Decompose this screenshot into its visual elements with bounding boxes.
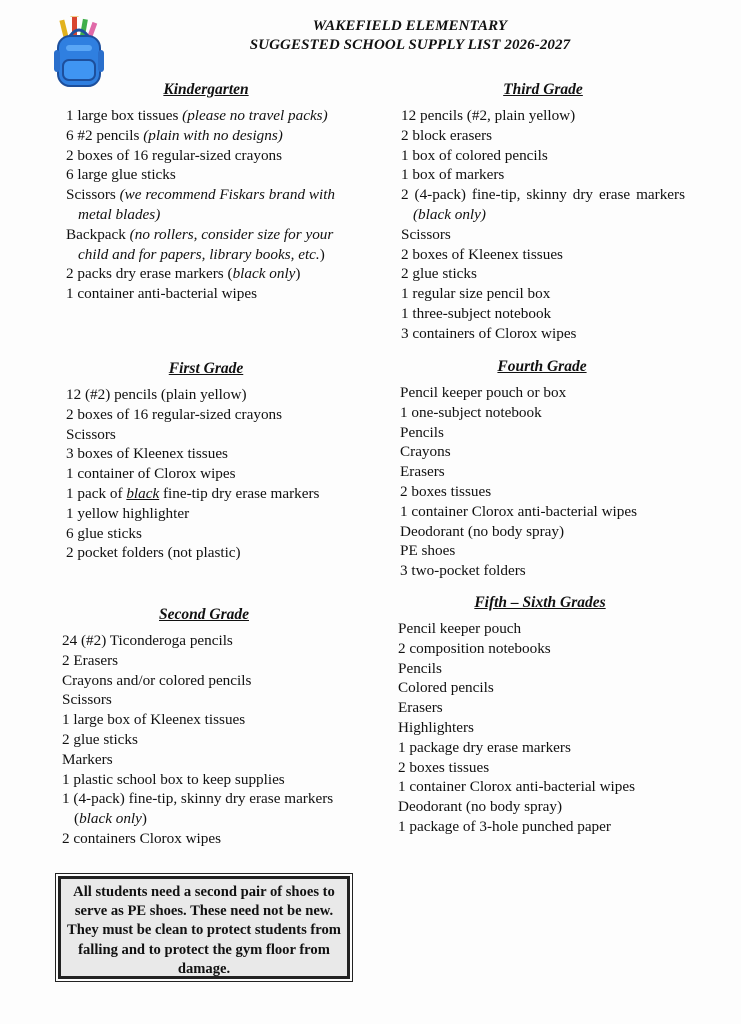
supply-item-text: 2 pocket folders (not plastic) xyxy=(66,544,241,562)
supply-item-text: 1 yellow highlighter xyxy=(66,504,190,522)
supply-item-text: Colored pencils xyxy=(398,679,494,697)
supply-item-text: 2 glue sticks xyxy=(62,730,138,748)
supply-item-text: Erasers xyxy=(400,463,445,481)
supply-item-text: 24 (#2) Ticonderoga pencils xyxy=(62,632,233,649)
supply-item xyxy=(401,185,685,225)
supply-item-text: 1 large box tissues xyxy=(66,107,183,124)
supply-item-text: Backpack xyxy=(66,225,130,243)
supply-item xyxy=(66,464,346,484)
supply-item-text: 2 containers Clorox wipes xyxy=(62,829,222,847)
third-grade-list xyxy=(401,106,685,344)
supply-item-text: 1 package dry erase markers xyxy=(398,738,571,756)
supply-item xyxy=(400,502,684,522)
supply-item-text: 12 (#2) pencils (plain yellow) xyxy=(66,386,247,403)
supply-item-text: PE shoes xyxy=(400,542,456,560)
second-grade-section xyxy=(62,605,346,849)
supply-item xyxy=(66,165,346,185)
supply-item xyxy=(400,462,684,482)
supply-item-text: Highlighters xyxy=(398,718,474,736)
supply-item-text: 6 glue sticks xyxy=(66,524,142,542)
supply-item-text: 1 large box of Kleenex tissues xyxy=(62,711,246,729)
supply-item-text: 2 (4-pack) fine-tip, skinny dry erase markers xyxy=(401,186,685,204)
supply-item-text: 1 (4-pack) fine-tip, skinny dry erase markers ( xyxy=(62,790,334,828)
list-title: SUGGESTED SCHOOL SUPPLY LIST 2026-2027 xyxy=(249,37,571,53)
supply-item xyxy=(62,631,346,651)
supply-item-text: Scissors xyxy=(401,225,451,243)
supply-item-text: 2 boxes of 16 regular-sized crayons xyxy=(66,405,283,423)
supply-item xyxy=(400,522,684,542)
supply-item xyxy=(401,264,685,284)
supply-item-note: (we recommend Fiskars brand with metal blades) xyxy=(78,186,336,223)
supply-item-text: 1 package of 3-hole punched paper xyxy=(398,817,611,835)
third-grade-section xyxy=(401,80,685,344)
supply-item xyxy=(66,225,346,265)
supply-item-text: Scissors xyxy=(66,186,120,204)
supply-item-text: 2 glue sticks xyxy=(401,265,477,283)
fourth-grade-list xyxy=(400,383,684,581)
supply-item-note: black only xyxy=(79,810,142,828)
supply-item xyxy=(401,126,685,146)
supply-item xyxy=(398,817,682,837)
supply-item xyxy=(400,423,684,443)
supply-item xyxy=(62,651,346,671)
fifth-sixth-grades-list xyxy=(398,619,682,837)
supply-item xyxy=(62,770,346,790)
supply-item-text: Pencil keeper pouch xyxy=(398,620,522,637)
supply-item-text: 1 container Clorox anti-bacterial wipes xyxy=(400,502,638,520)
second-grade-heading: Second Grade xyxy=(159,606,249,623)
supply-item-text: Scissors xyxy=(62,691,112,709)
supply-item-text: Crayons xyxy=(400,443,451,461)
supply-item-text: 1 container Clorox anti-bacterial wipes xyxy=(398,778,636,796)
supply-item xyxy=(66,264,346,284)
kindergarten-heading: Kindergarten xyxy=(163,81,249,98)
supply-item-text: 2 boxes of Kleenex tissues xyxy=(401,245,563,263)
supply-item xyxy=(398,738,682,758)
supply-item xyxy=(66,106,346,126)
supply-item xyxy=(66,146,346,166)
supply-item xyxy=(66,444,346,464)
supply-item-text: Markers xyxy=(62,750,113,768)
supply-item-text: 1 plastic school box to keep supplies xyxy=(62,770,285,788)
supply-item-text: 3 two-pocket folders xyxy=(400,562,526,580)
supply-item-text: 1 container of Clorox wipes xyxy=(66,465,236,483)
supply-item xyxy=(66,405,346,425)
supply-item-text: 1 three-subject notebook xyxy=(401,304,552,322)
supply-item xyxy=(401,304,685,324)
supply-item-tail: fine-tip dry erase markers xyxy=(159,484,320,502)
supply-item-text: 2 boxes of 16 regular-sized crayons xyxy=(66,146,283,164)
supply-item xyxy=(66,543,346,563)
supply-item xyxy=(66,484,346,504)
supply-item xyxy=(401,165,685,185)
supply-item-emphasis: black xyxy=(126,484,160,502)
supply-item-text: 6 #2 pencils xyxy=(66,126,144,144)
supply-item xyxy=(62,730,346,750)
supply-item-tail: ) xyxy=(141,810,147,828)
supply-item xyxy=(401,245,685,265)
backpack-with-supplies-icon xyxy=(48,16,110,90)
supply-item-note: black only xyxy=(232,265,296,283)
supply-item-tail: ) xyxy=(319,245,325,263)
supply-item xyxy=(66,504,346,524)
supply-item-text: 2 block erasers xyxy=(401,126,493,144)
supply-item-text: 3 boxes of Kleenex tissues xyxy=(66,445,228,463)
supply-item-text: 1 pack of xyxy=(66,484,127,502)
fourth-grade-section xyxy=(400,357,684,581)
supply-item-tail: ) xyxy=(295,265,301,283)
supply-item xyxy=(62,750,346,770)
supply-item xyxy=(66,385,346,405)
supply-item-note: (please no travel packs) xyxy=(182,107,328,124)
supply-item xyxy=(401,284,685,304)
fifth-sixth-grades-heading: Fifth – Sixth Grades xyxy=(474,594,606,611)
second-grade-list xyxy=(62,631,346,849)
supply-item-note: (no rollers, consider size for your child and for papers, library books, etc. xyxy=(78,225,334,263)
first-grade-heading: First Grade xyxy=(168,360,244,377)
supply-item-text: 6 large glue sticks xyxy=(66,166,176,184)
supply-item xyxy=(62,690,346,710)
supply-item-text: 1 container anti-bacterial wipes xyxy=(66,285,258,303)
supply-item xyxy=(66,425,346,445)
supply-item xyxy=(398,758,682,778)
school-name: WAKEFIELD ELEMENTARY xyxy=(312,18,508,34)
supply-item xyxy=(66,185,346,225)
supply-item-text: 3 containers of Clorox wipes xyxy=(401,324,577,342)
supply-item-text: 2 packs dry erase markers ( xyxy=(66,265,233,283)
supply-item xyxy=(398,619,682,639)
supply-item-note: (plain with no designs) xyxy=(143,126,283,144)
supply-item-text: Deodorant (no body spray) xyxy=(398,798,563,816)
supply-item xyxy=(400,403,684,423)
supply-item xyxy=(400,442,684,462)
first-grade-section xyxy=(66,359,346,563)
supply-item-text: 1 box of markers xyxy=(401,166,505,184)
supply-item xyxy=(66,524,346,544)
supply-item xyxy=(62,710,346,730)
supply-item-text: Pencils xyxy=(400,423,444,441)
supply-item xyxy=(400,541,684,561)
supply-item-text: 2 Erasers xyxy=(62,651,119,669)
supply-item xyxy=(398,718,682,738)
supply-item-text: Scissors xyxy=(66,425,116,443)
first-grade-list xyxy=(66,385,346,563)
supply-item xyxy=(400,383,684,403)
supply-item-text: 1 regular size pencil box xyxy=(401,285,551,303)
supply-item xyxy=(398,797,682,817)
supply-item xyxy=(401,146,685,166)
fifth-sixth-grades-section xyxy=(398,593,682,837)
supply-item xyxy=(401,324,685,344)
supply-item xyxy=(398,659,682,679)
supply-item xyxy=(400,561,684,581)
supply-item-note: (black only) xyxy=(413,205,486,223)
supply-item xyxy=(400,482,684,502)
supply-item-text: 1 box of colored pencils xyxy=(401,146,548,164)
supply-item xyxy=(62,789,346,829)
supply-item xyxy=(62,671,346,691)
supply-item-text: 2 boxes tissues xyxy=(398,758,490,776)
supply-item-text: 12 pencils (#2, plain yellow) xyxy=(401,107,576,124)
supply-item-text: 2 boxes tissues xyxy=(400,482,492,500)
third-grade-heading: Third Grade xyxy=(503,81,583,98)
supply-item-text: 2 composition notebooks xyxy=(398,639,551,657)
supply-item xyxy=(398,777,682,797)
supply-item xyxy=(66,126,346,146)
kindergarten-list xyxy=(66,106,346,304)
supply-item xyxy=(401,106,685,126)
supply-item xyxy=(62,829,346,849)
supply-item-text: Deodorant (no body spray) xyxy=(400,522,565,540)
supply-item-text: Pencils xyxy=(398,659,442,677)
fourth-grade-heading: Fourth Grade xyxy=(497,358,587,375)
supply-item-text: Erasers xyxy=(398,699,443,717)
supply-item xyxy=(398,698,682,718)
pe-shoes-notice: All students need a second pair of shoes to serve as PE shoes. These need not be new. They must be clean to protect students from falling and to protect the gym floor from damage. xyxy=(58,876,350,979)
kindergarten-section xyxy=(66,80,346,304)
supply-item-text: Pencil keeper pouch or box xyxy=(400,384,567,401)
document-title xyxy=(150,17,670,55)
supply-item xyxy=(401,225,685,245)
supply-item-text: 1 one-subject notebook xyxy=(400,403,542,421)
supply-item xyxy=(398,678,682,698)
supply-item xyxy=(66,284,346,304)
supply-item-text: Crayons and/or colored pencils xyxy=(62,671,252,689)
supply-item xyxy=(398,639,682,659)
